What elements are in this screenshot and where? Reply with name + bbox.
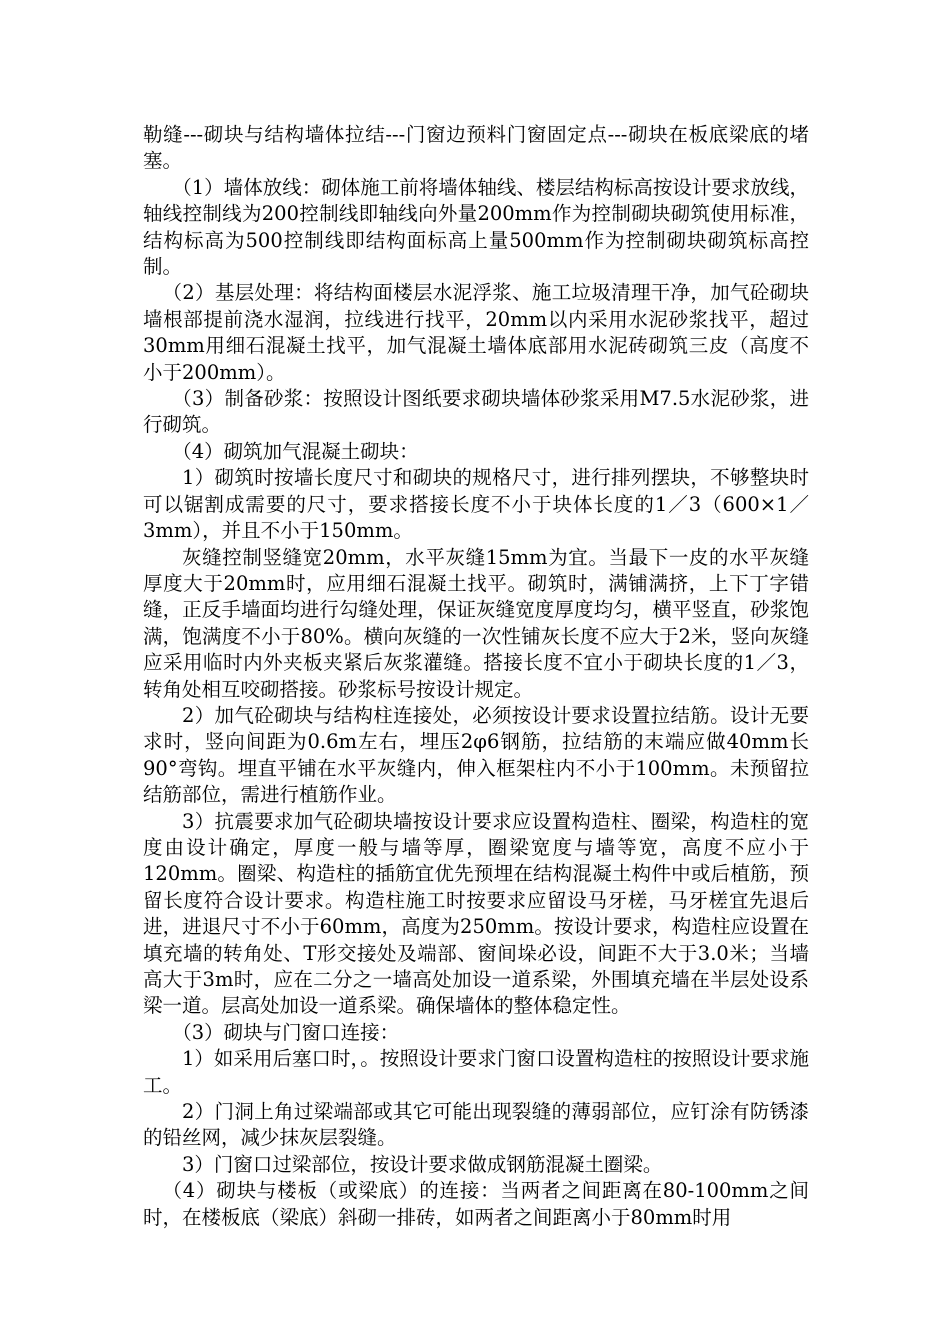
paragraph-door-window-step-2: 2）门洞上角过梁端部或其它可能出现裂缝的薄弱部位，应钉涂有防锈漆的铅丝网，减少抹灰层裂缝。 (143, 1100, 809, 1150)
paragraph-masonry-step-3: 3）抗震要求加气砼砌块墙按设计要求应设置构造柱、圈梁，构造柱的宽度由设计确定，厚度一般与墙等厚，圈梁宽度与墙等宽，高度不应小于120mm。圈梁、构造柱的插筋宜优先预埋在结构混凝土构件中或后植筋，预留长度符合设计要求。构造柱施工时按要求应留设马牙槎，马牙槎宜先退后进，进退尺寸不小于60mm，高度为250mm。按设计要求，构造柱应设置在填充墙的转角处、T形交接处及端部、窗间垛必设，间距不大于3.0米；当墙高大于3m时，应在二分之一墙高处加设一道系梁，外围填充墙在半层处设系梁一道。层高处加设一道系梁。确保墙体的整体稳定性。 (143, 809, 809, 1018)
paragraph-intro: 勒缝---砌块与结构墙体拉结---门窗边预料门窗固定点---砌块在板底梁底的堵塞。 (143, 123, 809, 173)
paragraph-joint-control: 灰缝控制竖缝宽20mm，水平灰缝15mm为宜。当最下一皮的水平灰缝厚度大于20mm时，应用细石混凝土找平。砌筑时，满铺满挤，上下丁字错缝，正反手墙面均进行勾缝处理，保证灰缝宽度厚度均匀，横平竖直，砂浆饱满，饱满度不小于80%。横向灰缝的一次性铺灰长度不应大于2米，竖向灰缝应采用临时内外夹板夹紧后灰浆灌缝。搭接长度不宜小于砌块长度的1／3，转角处相互咬砌搭接。砂浆标号按设计规定。 (143, 545, 809, 701)
paragraph-block-masonry-heading: （4）砌筑加气混凝土砌块： (172, 439, 419, 463)
paragraph-slab-connection: （4）砌块与楼板（或梁底）的连接：当两者之间距离在80-100mm之间时，在楼板底（梁底）斜砌一排砖，如两者之间距离小于80mm时用 (143, 1179, 809, 1229)
paragraph-masonry-step-2: 2）加气砼砌块与结构柱连接处，必须按设计要求设置拉结筋。设计无要求时，竖向间距为0.6m左右，埋压2φ6钢筋，拉结筋的末端应做40mm长90°弯钩。埋直平铺在水平灰缝内，伸入框架柱内不小于100mm。未预留拉结筋部位，需进行植筋作业。 (143, 703, 809, 807)
document-body (143, 122, 809, 1231)
paragraph-masonry-step-1: 1）砌筑时按墙长度尺寸和砌块的规格尺寸，进行排列摆块，不够整块时可以锯割成需要的尺寸，要求搭接长度不小于块体长度的1／3（600×1／3mm），并且不小于150mm。 (143, 466, 809, 543)
paragraph-door-window-step-3: 3）门窗口过梁部位，按设计要求做成钢筋混凝土圈梁。 (182, 1152, 663, 1176)
paragraph-base-treatment: （2）基层处理：将结构面楼层水泥浮浆、施工垃圾清理干净，加气砼砌块墙根部提前浇水湿润，拉线进行找平，20mm以内采用水泥砂浆找平，超过30mm用细石混凝土找平，加气混凝土墙体底部用水泥砖砌筑三皮（高度不小于200mm）。 (143, 281, 809, 384)
paragraph-mortar-prep: （3）制备砂浆：按照设计图纸要求砌块墙体砂浆采用M7.5水泥砂浆，进行砌筑。 (143, 387, 809, 437)
paragraph-wall-layout: （1）墙体放线：砌体施工前将墙体轴线、楼层结构标高按设计要求放线，轴线控制线为200控制线即轴线向外量200mm作为控制砌块砌筑使用标准，结构标高为500控制线即结构面标高上量500mm作为控制砌块砌筑标高控制。 (143, 175, 809, 279)
paragraph-door-window-step-1: 1）如采用后塞口时，。按照设计要求门窗口设置构造柱的按照设计要求施工。 (143, 1047, 809, 1097)
paragraph-door-window-heading: （3）砌块与门窗口连接： (172, 1020, 400, 1044)
